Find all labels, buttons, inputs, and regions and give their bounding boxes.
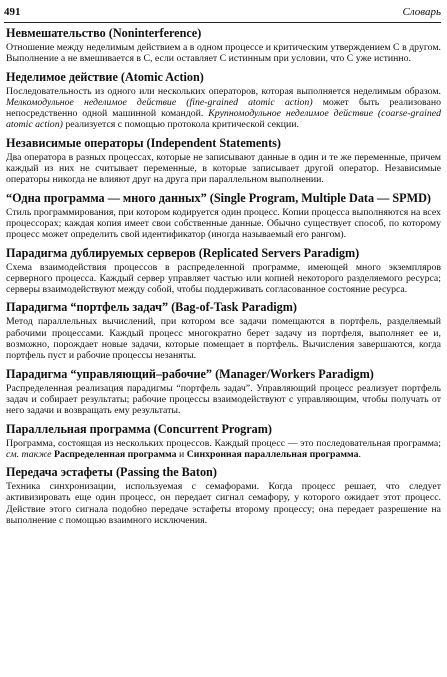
entry-term: “Одна программа — много данных” (Single Program, Multiple Data — SPMD) [6, 190, 431, 205]
entry-term: Независимые операторы (Independent Statements) [6, 135, 281, 150]
running-title: Словарь [402, 6, 441, 18]
cross-reference: Распределенная программа [53, 448, 177, 460]
definition-text: реализуется с помощью протокола критической секции. [62, 119, 299, 131]
entry-term: Парадигма дублируемых серверов (Replicated Servers Paradigm) [6, 245, 360, 260]
definition-text: Программа, состоящая из нескольких процессов. Каждый процесс — это последовательная программа; [6, 437, 441, 449]
glossary-entry [6, 367, 441, 417]
entry-term: Парадигма “управляющий–рабочие” (Manager/Workers Paradigm) [6, 366, 374, 381]
see-also-label: см. также [6, 448, 52, 460]
page-number: 491 [4, 6, 21, 18]
glossary-entry [6, 300, 441, 361]
entry-definition: Техника синхронизации, используемая с семафорами. Когда процесс решает, что следует активизировать еще один процесс, он передает сигнал семафору, у которого ожидает этот процесс. Действие этого сигнала подобно передаче эстафеты второму процессу; она передает разрешение на выполнение с помощью взаимного исключения. [6, 481, 441, 527]
entry-term: Парадигма “портфель задач” (Bag-of-Task Paradigm) [6, 300, 297, 315]
entry-term: Параллельная программа (Concurrent Program) [6, 421, 272, 436]
entry-definition: Отношение между неделимым действием а в одном процессе и критическим утверждением С в другом. Выполнение а не вмешивается в С, если оставляет С истинным при условии, что С уже истинно. [6, 42, 441, 65]
entry-definition [6, 438, 441, 461]
entry-definition: Распределенная реализация парадигмы “портфель задач”. Управляющий процесс реализует портфель задач и собирает результаты; рабочие процессы взаимодействуют с управляющим, чтобы получать от него задачи и возвращать ему результаты. [6, 382, 441, 417]
glossary-entry [6, 422, 441, 461]
entry-term: Неделимое действие (Atomic Action) [6, 69, 204, 84]
entry-term: Невмешательство (Noninterference) [6, 26, 202, 40]
definition-text: и [176, 448, 187, 460]
entry-term: Передача эстафеты (Passing the Baton) [6, 465, 217, 480]
glossary-entry [6, 70, 441, 131]
glossary-entry [6, 465, 441, 526]
glossary-entry [6, 136, 441, 186]
definition-text: может быть реализовано непосредственно одной машинной командой. [6, 96, 441, 120]
glossary-entry [6, 246, 441, 296]
entry-definition: Стиль программирования, при котором кодируется один процесс. Копии процесса выполняются на всех процессорах; каждая копия имеет свои собственные данные. Обычно существует способ, по которому процесс может определить свой идентификатор (иногда называемый его рангом). [6, 206, 441, 241]
definition-text: . [358, 448, 361, 460]
definition-text: Последовательность из одного или нескольких операторов, которая выполняется неделимым образом. [6, 85, 441, 97]
page-header [4, 6, 441, 23]
glossary-entries [6, 26, 441, 531]
definition-italic-term: Крупномодульное неделимое действие (coarse-grained atomic action) [6, 108, 441, 131]
cross-reference: Синхронная параллельная программа [186, 448, 359, 460]
definition-italic-term: Мелкомодульное неделимое действие (fine-grained atomic action) [6, 96, 313, 108]
entry-definition: Два оператора в разных процессах, которые не записывают данные в один и те же переменные, причем каждый из них не считывает переменные, в которые записывает другой оператор. Независимые операторы никогда не влияют друг на друга при параллельном выполнении. [6, 151, 441, 186]
entry-definition [6, 86, 441, 131]
glossary-entry [6, 26, 441, 65]
glossary-entry [6, 191, 441, 241]
entry-definition: Метод параллельных вычислений, при котором все задачи помещаются в портфель, разделяемый рабочими процессами. Каждый процесс многократно берет задачу из портфеля, выполняет ее и, возможно, порождает новые задачи, которые помещает в портфель. Вычисления завершаются, когда портфель пуст и рабочие процессы незаняты. [6, 316, 441, 362]
entry-definition: Схема взаимодействия процессов в распределенной программе, имеющей много экземпляров серверного процесса. Каждый сервер управляет частью или копией некоторого разделяемого ресурса; серверы взаимодействуют между собой, чтобы поддерживать согласованное состояние ресурса. [6, 261, 441, 296]
